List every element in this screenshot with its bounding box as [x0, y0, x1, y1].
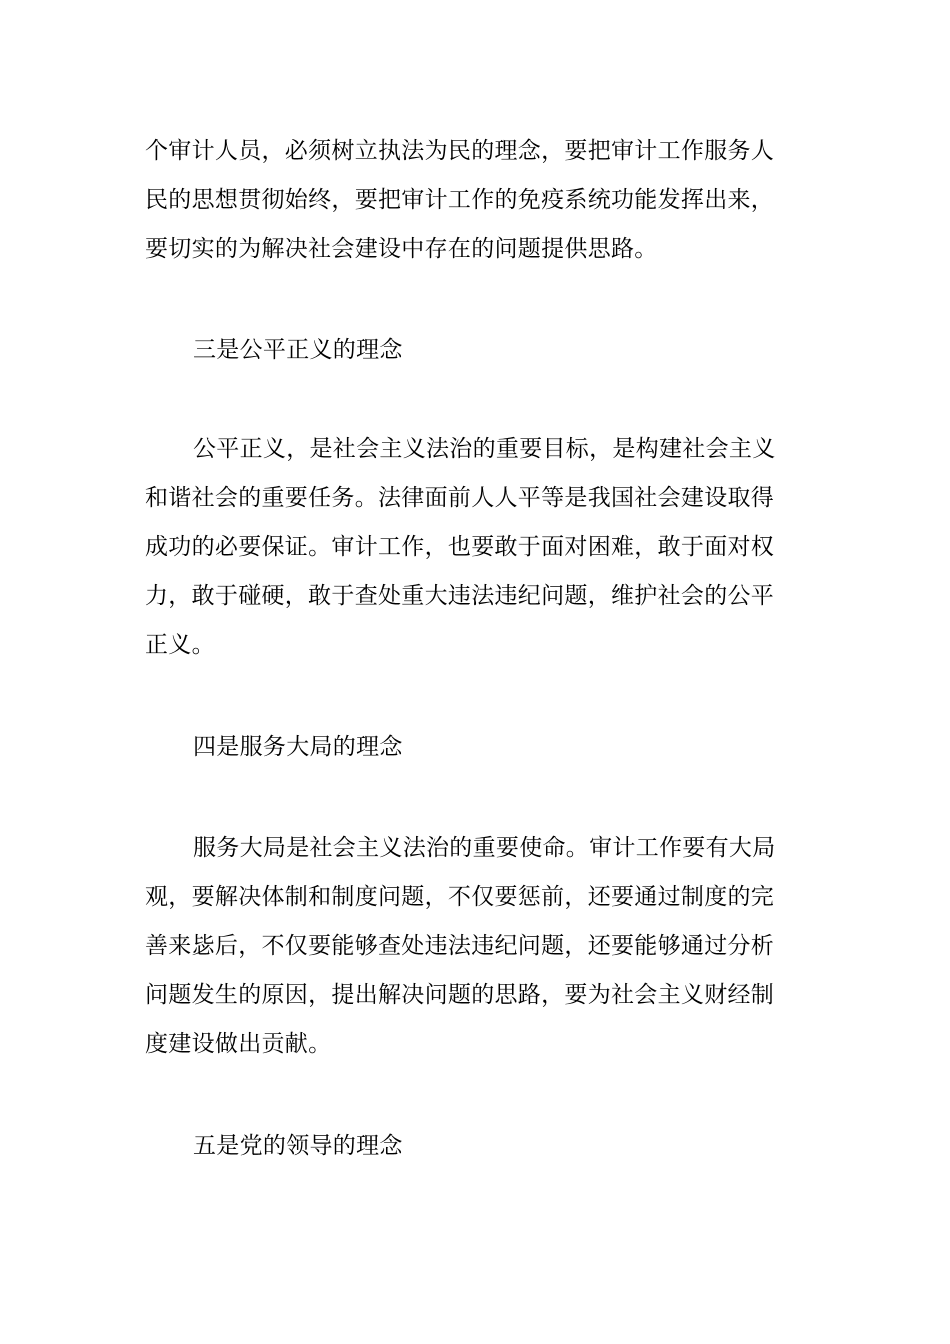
- paragraph-line: 要切实的为解决社会建设中存在的问题提供思路。: [145, 236, 658, 262]
- paragraph-line: 和谐社会的重要任务。法律面前人人平等是我国社会建设取得: [145, 485, 775, 511]
- paragraph-line: 度建设做出贡献。: [145, 1031, 332, 1057]
- section-heading-fairness: [145, 326, 805, 375]
- paragraph-line: 成功的必要保证。审计工作，也要敢于面对困难，敢于面对权: [145, 534, 775, 560]
- section-heading-5: 五是党的领导的理念: [193, 1133, 403, 1159]
- section-heading-3: 三是公平正义的理念: [193, 337, 403, 363]
- paragraph-line: 公平正义，是社会主义法治的重要目标，是构建社会主义: [193, 436, 776, 462]
- paragraph-overall-situation: [145, 824, 805, 1069]
- section-heading-overall-situation: [145, 723, 805, 772]
- paragraph-line: 问题发生的原因，提出解决问题的思路，要为社会主义财经制: [145, 982, 775, 1008]
- paragraph-audit-for-people: [145, 127, 805, 274]
- paragraph-line: 力，敢于碰硬，敢于查处重大违法违纪问题，维护社会的公平: [145, 583, 775, 609]
- paragraph-fairness: [145, 425, 805, 670]
- paragraph-line: 正义。: [145, 632, 215, 658]
- paragraph-line: 民的思想贯彻始终，要把审计工作的免疫系统功能发挥出来，: [145, 187, 775, 213]
- paragraph-line: 观，要解决体制和制度问题，不仅要惩前，还要通过制度的完: [145, 884, 775, 910]
- paragraph-line: 善来毖后，不仅要能够查处违法违纪问题，还要能够通过分析: [145, 933, 775, 959]
- section-heading-4: 四是服务大局的理念: [193, 734, 403, 760]
- section-heading-party-leadership: [145, 1122, 805, 1171]
- paragraph-line: 服务大局是社会主义法治的重要使命。审计工作要有大局: [193, 835, 776, 861]
- paragraph-line: 个审计人员，必须树立执法为民的理念，要把审计工作服务人: [145, 138, 775, 164]
